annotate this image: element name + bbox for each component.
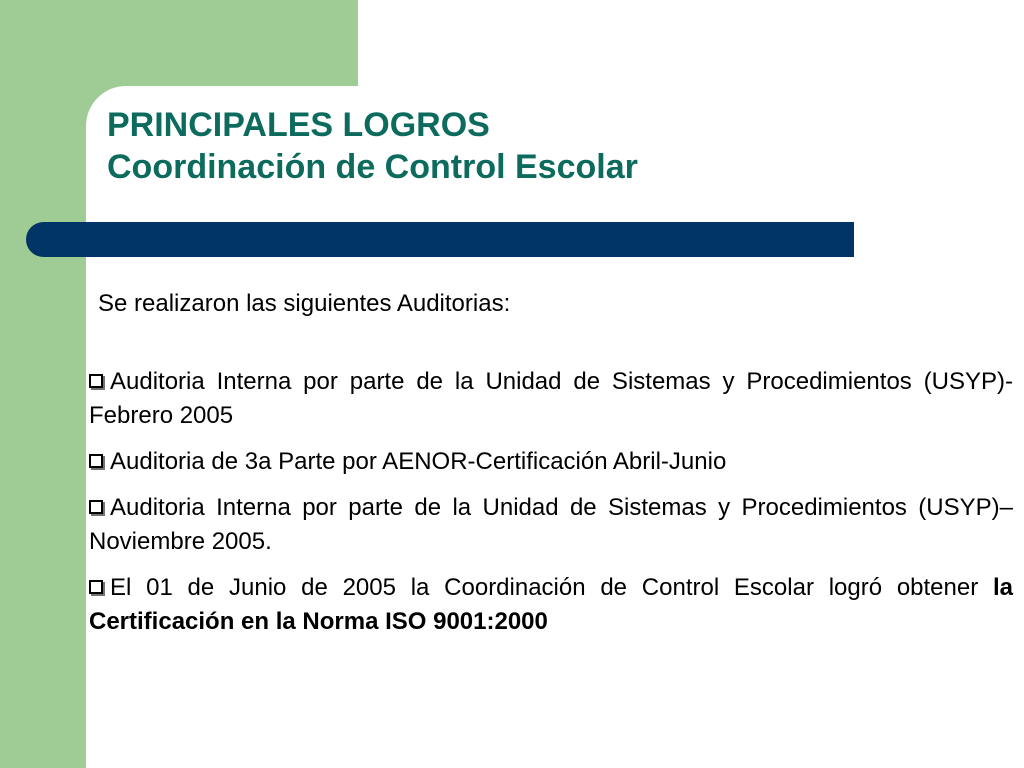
certification-highlight: la Certificación en la Norma ISO 9001:2000 — [89, 574, 1013, 635]
list-item-text: Auditoria Interna por parte de la Unidad de Sistemas y Procedimientos (USYP)- Febrero 2005 — [89, 368, 1013, 429]
list-item — [89, 365, 1013, 433]
list-item — [89, 491, 1013, 559]
list-item-text: Auditoria de 3a Parte por AENOR-Certificación Abril-Junio — [110, 448, 727, 475]
list-item-text: Auditoria Interna por parte de la Unidad de Sistemas y Procedimientos (USYP)–Noviembre 2005. — [89, 494, 1013, 555]
list-item — [89, 445, 1013, 479]
square-bullet-icon — [89, 454, 103, 468]
title-line-2: Coordinación de Control Escolar — [107, 148, 638, 186]
intro-text: Se realizaron las siguientes Auditorias: — [98, 290, 511, 317]
square-bullet-icon — [89, 500, 103, 514]
title-line-1: PRINCIPALES LOGROS — [107, 106, 490, 144]
square-bullet-icon — [89, 374, 103, 388]
square-bullet-icon — [89, 580, 103, 594]
audit-list — [89, 365, 1013, 651]
list-item-text: El 01 de Junio de 2005 la Coordinación de Control Escolar logró obtener — [110, 574, 993, 601]
slide-title — [107, 104, 638, 188]
list-item — [89, 571, 1013, 639]
title-underline-bar — [26, 222, 854, 257]
